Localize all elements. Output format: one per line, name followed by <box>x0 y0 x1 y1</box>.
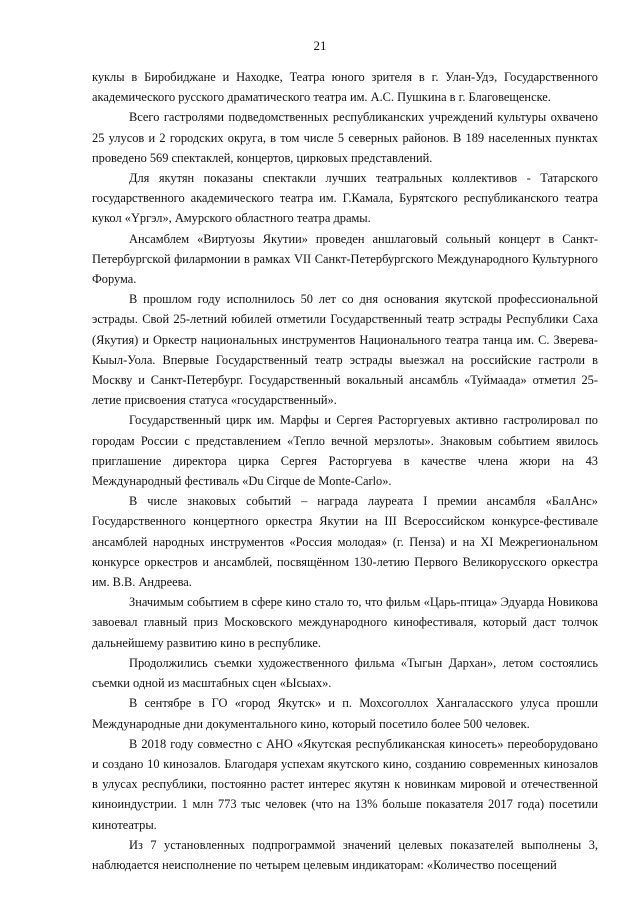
paragraph-11: В 2018 году совместно с АНО «Якутская республиканская киносеть» переоборудовано и создано 10 кинозалов. Благодаря успехам якутского кино, созданию современных кинозалов в улусах республики, постоянно растет интерес якутян к новинкам мировой и отечественной киноиндустрии. 1 млн 773 тыс человек (что на 13% больше показателя 2017 года) посетили кинотеатры. <box>92 736 598 832</box>
paragraph-5: В прошлом году исполнилось 50 лет со дня основания якутской профессиональной эстрады. Свой 25-летний юбилей отметили Государственный театр эстрады Республики Саха (Якутия) и Оркестр национальных инструментов Национального театра танца им. С. Зверева-Кыыл-Уола. Впервые Государственный театр эстрады выезжал на российские гастроли в Москву и Санкт-Петербург. Государственный вокальный ансамбль «Туймаада» отметил 25-летие присвоения статуса «государственный». <box>92 292 598 408</box>
document-body <box>92 67 598 875</box>
paragraph-8: Значимым событием в сфере кино стало то, что фильм «Царь-птица» Эдуарда Новикова завоевал главный приз Московского международного кинофестиваля, который даст толчок дальнейшему развитию кино в республике. <box>92 595 598 650</box>
paragraph-4: Ансамблем «Виртуозы Якутии» проведен аншлаговый сольный концерт в Санкт-Петербургской филармонии в рамках VII Санкт-Петербургского Международного Культурного Форума. <box>92 231 598 287</box>
page-number: 21 <box>313 38 327 53</box>
paragraph-2: Всего гастролями подведомственных республиканских учреждений культуры охвачено 25 улусов и 2 городских округа, в том числе 5 северных районов. В 189 населенных пунктах проведено 569 спектаклей, концертов, цирковых представлений. <box>92 110 598 165</box>
paragraph-10: В сентябре в ГО «город Якутск» и п. Мохсоголлох Хангаласского улуса прошли Международные дни документального кино, который посетило более 500 человек. <box>92 696 598 731</box>
paragraph-6: Государственный цирк им. Марфы и Сергея Расторгуевых активно гастролировал по городам России с представлением «Тепло вечной мерзлоты». Знаковым событием явилось приглашение директора цирка Сергея Расторгуева в качестве члена жюри на 43 Международный фестиваль «Du Cirque de Monte-Carlo». <box>92 413 598 489</box>
paragraph-3: Для якутян показаны спектакли лучших театральных коллективов - Татарского государственного академического театра им. Г.Камала, Бурятского республиканского театра кукол «Үргэл», Амурского областного театра драмы. <box>92 171 598 226</box>
paragraph-1: куклы в Биробиджане и Находке, Театра юного зрителя в г. Улан-Удэ, Государственного академического русского драматического театра им. А.С. Пушкина в г. Благовещенске. <box>92 70 598 105</box>
paragraph-12: Из 7 установленных подпрограммой значений целевых показателей выполнены 3, наблюдается неисполнение по четырем целевым индикаторам: «Количество посещений <box>92 837 598 872</box>
paragraph-7: В числе знаковых событий – награда лауреата I премии ансамбля «БалАнс» Государственного концертного оркестра Якутии на III Всероссийском конкурсе-фестивале ансамблей народных инструментов «Россия молодая» (г. Пенза) и на XI Межрегиональном конкурсе оркестров и ансамблей, посвящённом 130-летию Первого Великорусского оркестра им. В.В. Андреева. <box>92 494 598 590</box>
paragraph-9: Продолжились съемки художественного фильма «Тыгын Дархан», летом состоялись съемки одной из масштабных сцен «Ысыах». <box>92 655 598 691</box>
